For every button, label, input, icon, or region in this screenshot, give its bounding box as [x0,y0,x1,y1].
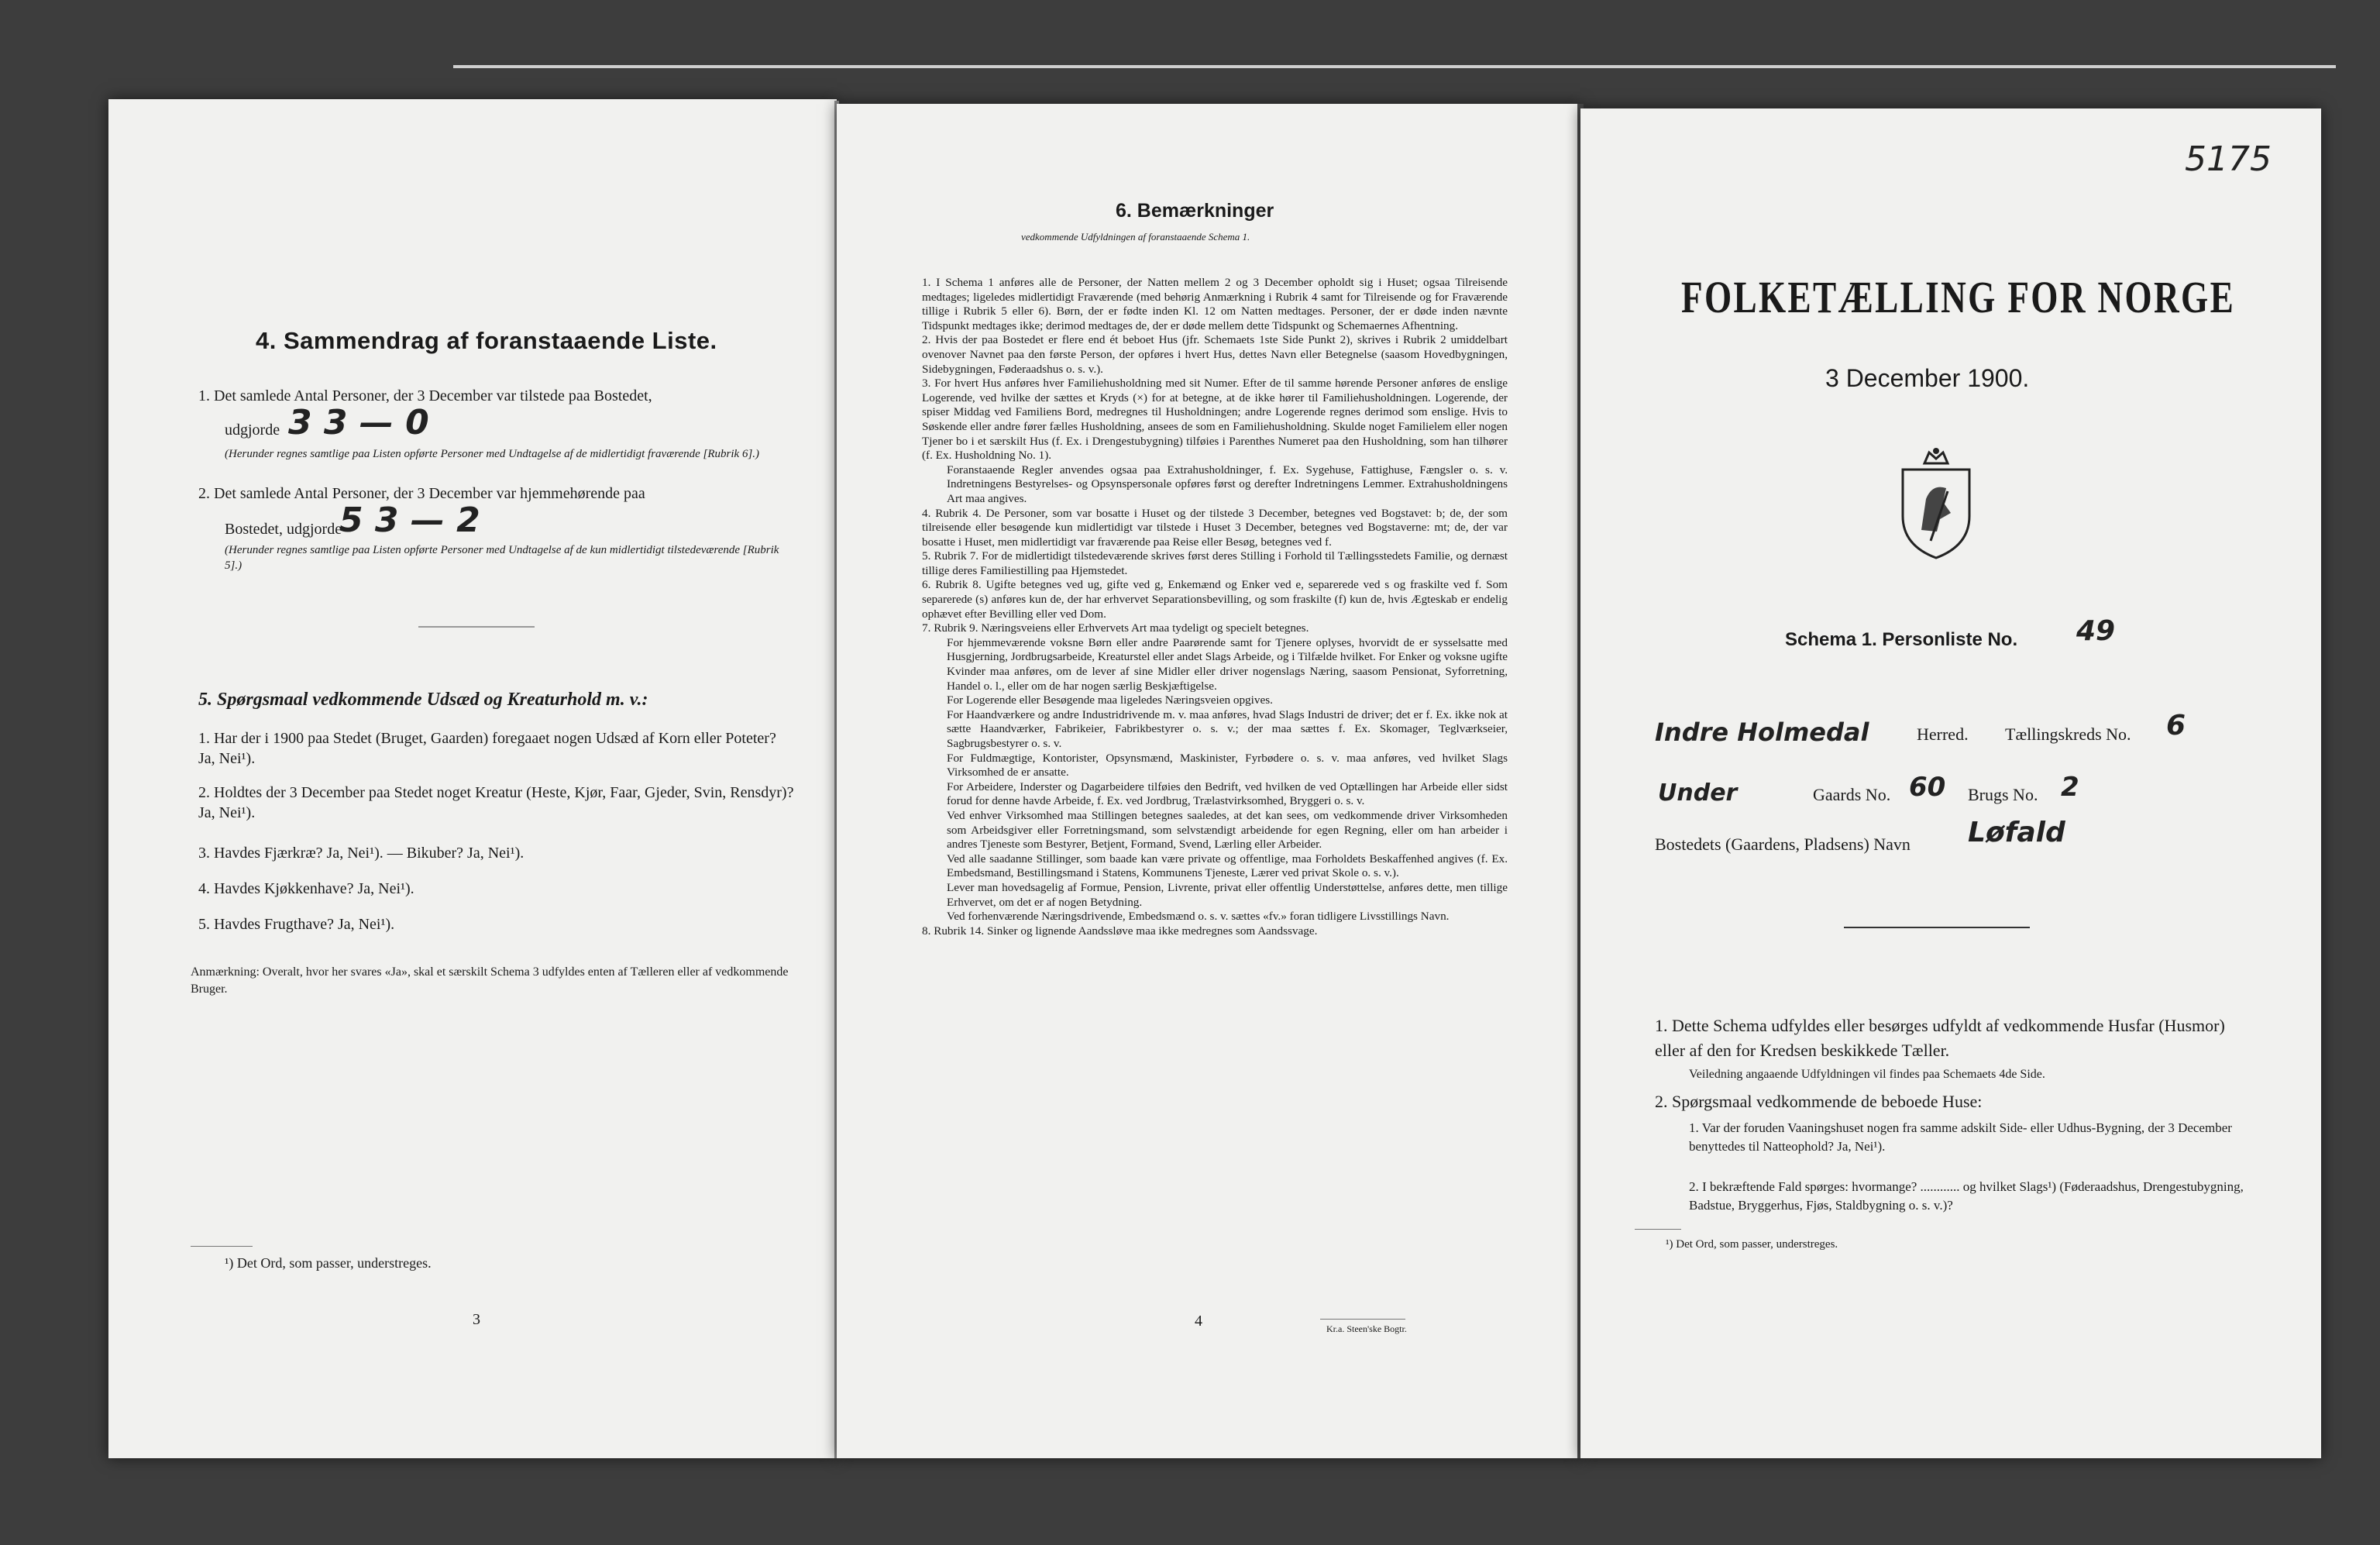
instruction-2-2: 2. I bekræftende Fald spørges: hvormange? ............ og hvilket Slags¹) (Føderaadshus, Drengestubygning, Badstue, Bryggerhus, Fjøs, Staldbygning o. s. v.)? [1689,1179,2244,1213]
page-number-4: 4 [1195,1313,1202,1330]
remark-5: 5. Rubrik 7. For de midlertidigt tilstedeværende skrives først deres Stilling i Forhold til Tællingsstedets Familie, og dernæst tillige deres Familiestilling paa Hjemstedet. [922,549,1508,577]
schema-number: 49 [2076,615,2116,647]
remark-7: 7. Rubrik 9. Næringsveiens eller Erhvervets Art maa tydeligt og specielt betegnes. [922,621,1309,635]
question-5: 5. Havdes Frugthave? Ja, Nei¹). [198,916,395,933]
footnote: ¹) Det Ord, som passer, understreges. [1666,1238,1838,1251]
remarks-subtitle: vedkommende Udfyldningen af foranstaaende Schema 1. [1021,231,1250,243]
question-1: 1. Har der i 1900 paa Stedet (Bruget, Gaarden) foregaaet nogen Udsæd af Korn eller Poteter? Ja, Nei¹). [198,730,776,767]
item2-note: (Herunder regnes samtlige paa Listen opførte Personer med Undtagelse af de kun midlertidigt tilstedeværende [Rubrik 5].) [225,544,779,572]
document-date: 3 December 1900. [1825,364,2030,392]
section4-title: 4. Sammendrag af foranstaaende Liste. [256,327,717,354]
instruction-1: 1. Dette Schema udfyldes eller besørges udfyldt af vedkommende Husfar (Husmor) eller af den for Kredsen beskikkede Tæller. [1655,1016,2225,1060]
herred-handwritten: Indre Holmedal [1655,717,1869,747]
page-right [1580,108,2321,1458]
item2-text: 2. Det samlede Antal Personer, der 3 December var hjemmehørende paa [198,485,645,502]
page-left [108,99,837,1458]
herred-label: Herred. [1917,724,1969,744]
remark-7-a: For hjemmeværende voksne Børn eller andre Paarørende samt for Tjenere oplyses, hvorvidt de er sysselsatte med Husgjerning, Jordbrugsarbeide, Kreaturstel eller andet Slags Arbeide, og i Tilfælde hvilket. For Enker og voksne ugifte Kvinder maa anføres, om de lever af sine Midler eller driver nogenslags Næring, saasom Pensionat, Syforretning, Handel o. l., eller om de har nogen særlig Beskjæftigelse. [947,635,1508,693]
remark-7-e: For Arbeidere, Inderster og Dagarbeidere tilføies den Bedrift, ved hvilken de ved Optællingen har Arbeide eller sidst forud for denne havde Arbeide, f. Ex. ved Jordbrug, Trælastvirksomhed, Bryggeri o. s. v. [947,779,1508,808]
remark-8: 8. Rubrik 14. Sinker og lignende Aandssløve maa ikke medregnes som Aandssvage. [922,924,1318,938]
remark-7-b: For Logerende eller Besøgende maa ligeledes Næringsveien opgives. [947,693,1273,707]
instruction-2-1: 1. Var der foruden Vaaningshuset nogen fra samme adskilt Side- eller Udhus-Bygning, der 3 December benyttedes til Natteophold? Ja, Nei¹). [1689,1120,2232,1154]
item1-note: (Herunder regnes samtlige paa Listen opførte Personer med Undtagelse af de midlertidigt fraværende [Rubrik 6].) [225,448,760,460]
gaards-label: Gaards No. [1813,785,1891,804]
remark-4: 4. Rubrik 4. De Personer, som var bosatte i Huset og der tilstede 3 December, betegnes ved Bogstavet: b; de, der som tilreisende eller besøgende kun midlertidigt var tilstede i Huset 3 December, betegnes ved Bogstaverne: mt; de, der var bosatte i Huset, men midlertidigt var fraværende paa Reise eller Besøg, betegnes ved f. [922,506,1508,549]
question-2: 2. Holdtes der 3 December paa Stedet noget Kreatur (Heste, Kjør, Faar, Gjeder, Svin, Rensdyr)? Ja, Nei¹). [198,784,794,821]
schema-label: Schema 1. Personliste No. [1785,629,2018,650]
instruction-1-note: Veiledning angaaende Udfyldningen vil findes paa Schemaets 4de Side. [1689,1068,2045,1081]
item1-text: 1. Det samlede Antal Personer, der 3 December var tilstede paa Bostedet, [198,387,652,404]
kreds-number: 6 [2166,710,2186,742]
item2-handwritten-count: 5 3 — 2 [339,501,480,540]
document-title: FOLKETÆLLING FOR NORGE [1681,272,2236,322]
remark-7-i: Ved forhenværende Næringsdrivende, Embedsmænd o. s. v. sættes «fv.» foran tidligere Livsstillings Navn. [947,910,1450,924]
instruction-2: 2. Spørgsmaal vedkommende de beboede Huse: [1655,1092,1983,1111]
page-number-3: 3 [473,1311,480,1328]
footnote-rule [191,1246,253,1247]
section5-title: 5. Spørgsmaal vedkommende Udsæd og Kreaturhold m. v.: [198,690,648,710]
under-handwritten: Under [1658,779,1738,807]
page-middle [837,104,1580,1458]
remark-7-g: Ved alle saadanne Stillinger, som baade kan være private og offentlige, maa Forholdets Beskaffenhed angives (f. Ex. Embedsmand, Bestillingsmand i Statens, Kommunens Tjeneste, Lærer ved privat Skole o. s. v.). [947,852,1508,880]
remark-6: 6. Rubrik 8. Ugifte betegnes ved ug, gifte ved g, Enkemænd og Enker ved e, separerede ved s og fraskilte ved f. Som separerede (s) anføres kun de, der har erhvervet Separationsbevilling, og som fraskilte (f) kun de, hvis Ægteskab er endelig ophævet efter Bevilling eller ved Dom. [922,578,1508,621]
remark-7-d: For Fuldmægtige, Kontorister, Opsynsmænd, Maskinister, Fyrbødere o. s. v. maa anføres, ved hvilket Slags Virksomhed de er ansatte. [947,751,1508,779]
footnote: ¹) Det Ord, som passer, understreges. [225,1255,432,1271]
printer-rule [1320,1319,1405,1320]
brugs-number: 2 [2061,772,2079,803]
remark-2: 2. Hvis der paa Bostedet er flere end ét beboet Hus (jfr. Schemaets 1ste Side Punkt 2), skrives i Rubrik 2 umiddelbart ovenover Navnet paa den første Person, der opføres i hvert Hus, dettes Navn eller Betegnelse (saasom Hovedbygningen, Sidebygningen, Føderaadshus o. s. v.). [922,333,1508,376]
norway-coat-of-arms-icon [1895,445,1977,561]
question-3: 3. Havdes Fjærkræ? Ja, Nei¹). — Bikuber? Ja, Nei¹). [198,845,524,862]
remark-3: 3. For hvert Hus anføres hver Familiehusholdning med sit Numer. Efter de til samme hørende Personer anføres de enslige Logerende, ved hvilke der sættes et Kryds (×) for at betegne, at de ikke hører til Familiehusholdningen. Logerende, der spiser Middag ved Familiens Bord, medregnes til Husholdningen; andre Logerende regnes derimod som enslige. Hvis to Søskende eller andre fører fælles Husholdning, ansees de som en Familiehusholdning. Skulde noget Familielem eller nogen Tjener bo i et særskilt Hus (f. Ex. i Drengestubygning) tilføies i Parenthes Numeret paa den Husholdning, som han tilhører (f. Ex. Husholdning No. 1). [922,377,1508,463]
item2-bostedet: Bostedet, udgjorde [225,521,342,538]
footnote-rule [1635,1229,1681,1230]
remark-7-c: For Haandværkere og andre Industridrivende m. v. maa anføres, hvad Slags Industri de driver; det er f. Ex. ikke nok at sætte Haandværker, Fabrikeier, Fabrikbestyrer o. s. v.; der maa sættes f. Ex. Skomager, Teglværkseier, Sagbrugsbestyrer o. s. v. [947,707,1508,750]
remark-7-h: Lever man hovedsagelig af Formue, Pension, Livrente, privat eller offentlig Understøttelse, anføres dette, men tillige Erhvervet, om det er af nogen Betydning. [947,880,1508,909]
bosted-label: Bostedets (Gaardens, Pladsens) Navn [1655,834,1911,854]
item1-udgjorde: udgjorde [225,422,280,439]
bosted-handwritten: Løfald [1968,817,2065,848]
item1-handwritten-count: 3 3 — 0 [288,403,429,442]
printer-mark: Kr.a. Steen'ske Bogtr. [1326,1323,1407,1334]
brugs-label: Brugs No. [1968,785,2038,804]
remark-7-f: Ved enhver Virksomhed maa Stillingen betegnes saaledes, at det kan sees, om vedkommende driver Virksomheden som Arbeidsgiver eller Forretningsmand, som selvstændigt arbeidende for egen Regning, eller om han arbeider i andres Tjeneste som Bestyrer, Betjent, Formand, Svend, Lærling eller Arbeider. [947,808,1508,852]
remark-3-extra: Foranstaaende Regler anvendes ogsaa paa Extrahusholdninger, f. Ex. Sygehuse, Fattighuse, Fængsler o. s. v. Indretningens Bestyrelses- og Opsynspersonale opføres først og derefter Indretningens Lemmer. Extrahusholdningens Art maa angives. [947,463,1508,505]
question-4: 4. Havdes Kjøkkenhave? Ja, Nei¹). [198,880,414,897]
remarks-list [922,276,1508,938]
divider [1844,927,2030,928]
anmaerkning: Anmærkning: Overalt, hvor her svares «Ja», skal et særskilt Schema 3 udfyldes enten af Tælleren eller af vedkommende Bruger. [191,965,789,996]
gaards-number: 60 [1909,772,1946,803]
remarks-title: 6. Bemærkninger [1116,200,1274,222]
remark-1: 1. I Schema 1 anføres alle de Personer, der Natten mellem 2 og 3 December opholdt sig i Huset; ogsaa Tilreisende medtages; ligeledes midlertidigt Fraværende (med behørig Anmærkning i Rubrik 4 samt for Tilreisende og for Fraværende tillige i Rubrik 5 eller 6). Børn, der er fødte inden Kl. 12 om Natten medtages. Personer, der er døde inden nævnte Tidspunkt medtages ikke; derimod medtages de, der er døde mellem dette Tidspunkt og Schemaernes Afhentning. [922,276,1508,332]
divider [418,626,535,628]
archive-number: 5175 [2185,139,2272,179]
background-edge [453,65,2336,68]
kreds-label: Tællingskreds No. [2005,724,2131,744]
